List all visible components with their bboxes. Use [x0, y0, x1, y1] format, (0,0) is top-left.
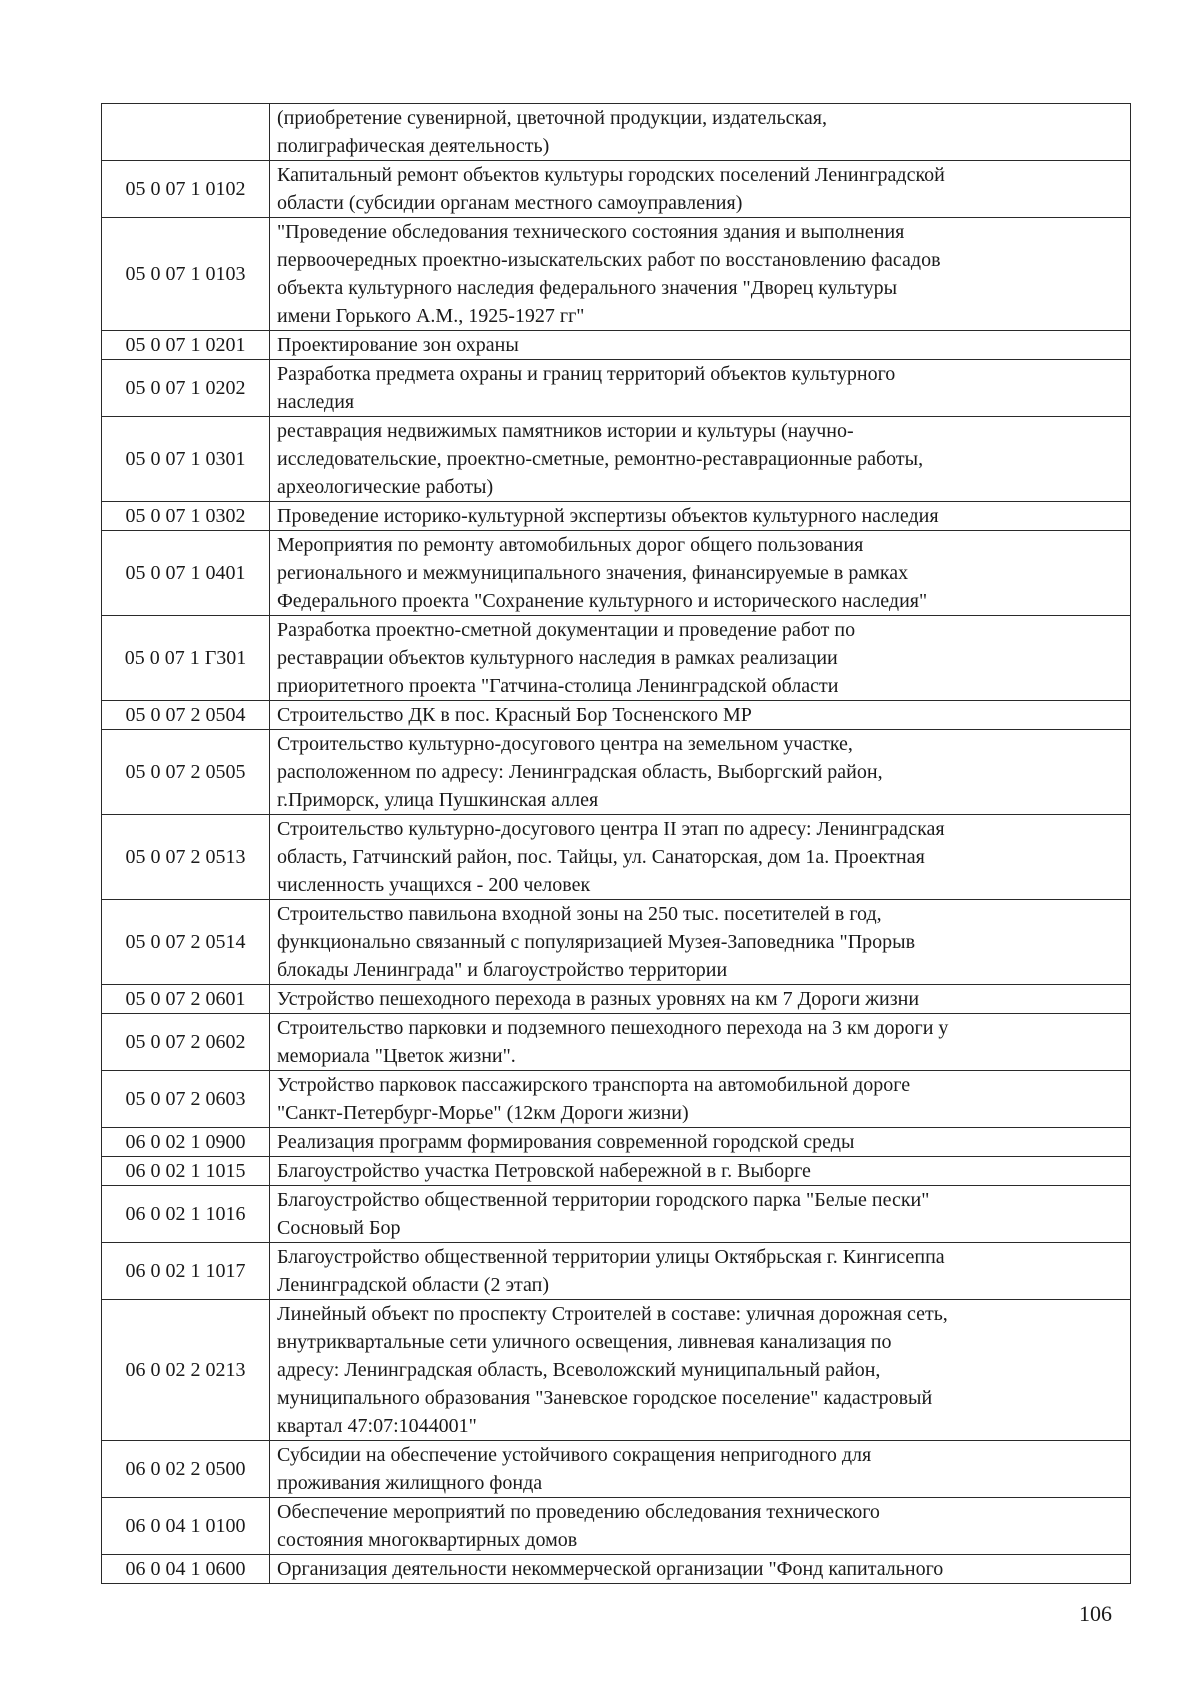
row-code: 05 0 07 2 0514 [102, 900, 270, 985]
row-description [270, 815, 1131, 900]
table-row [102, 104, 1131, 161]
description-line: численность учащихся - 200 человек [277, 874, 591, 896]
table-row [102, 1441, 1131, 1498]
table-row [102, 1071, 1131, 1128]
table-row [102, 985, 1131, 1014]
description-line: Реализация программ формирования современной городской среды [277, 1131, 855, 1153]
description-line: квартал 47:07:1044001" [277, 1415, 477, 1437]
table-row [102, 815, 1131, 900]
table-row [102, 417, 1131, 502]
row-code: 06 0 02 2 0213 [102, 1300, 270, 1441]
table-row [102, 730, 1131, 815]
description-line: область, Гатчинский район, пос. Тайцы, ул. Санаторская, дом 1а. Проектная [277, 846, 925, 868]
description-line: Федерального проекта "Сохранение культурного и исторического наследия" [277, 590, 928, 612]
row-description [270, 985, 1131, 1014]
description-line: внутриквартальные сети уличного освещения, ливневая канализация по [277, 1331, 892, 1353]
row-description [270, 417, 1131, 502]
row-description [270, 1128, 1131, 1157]
table-row [102, 1014, 1131, 1071]
row-description [270, 1186, 1131, 1243]
row-description [270, 1555, 1131, 1584]
row-code: 06 0 02 1 1016 [102, 1186, 270, 1243]
row-description [270, 1071, 1131, 1128]
row-code: 05 0 07 2 0601 [102, 985, 270, 1014]
row-description [270, 360, 1131, 417]
description-line: исследовательские, проектно-сметные, ремонтно-реставрационные работы, [277, 448, 924, 470]
description-line: Линейный объект по проспекту Строителей в составе: уличная дорожная сеть, [277, 1303, 948, 1325]
row-code: 05 0 07 1 0202 [102, 360, 270, 417]
description-line: регионального и межмуниципального значения, финансируемые в рамках [277, 562, 909, 584]
description-line: Субсидии на обеспечение устойчивого сокращения непригодного для [277, 1444, 872, 1466]
description-line: "Санкт-Петербург-Морье" (12км Дороги жизни) [277, 1102, 689, 1124]
table-row [102, 360, 1131, 417]
table-row [102, 1157, 1131, 1186]
description-line: Ленинградской области (2 этап) [277, 1274, 550, 1296]
description-line: Обеспечение мероприятий по проведению обследования технического [277, 1501, 880, 1523]
row-code: 06 0 02 1 0900 [102, 1128, 270, 1157]
description-line: Благоустройство участка Петровской набережной в г. Выборге [277, 1160, 811, 1182]
row-code: 05 0 07 2 0504 [102, 701, 270, 730]
description-line: Строительство павильона входной зоны на 250 тыс. посетителей в год, [277, 903, 882, 925]
description-line: (приобретение сувенирной, цветочной продукции, издательская, [277, 107, 827, 129]
table-row [102, 616, 1131, 701]
table-row [102, 1128, 1131, 1157]
description-line: г.Приморск, улица Пушкинская аллея [277, 789, 599, 811]
row-code: 06 0 04 1 0100 [102, 1498, 270, 1555]
row-code: 06 0 02 2 0500 [102, 1441, 270, 1498]
row-description [270, 1498, 1131, 1555]
row-code: 05 0 07 1 Г301 [102, 616, 270, 701]
row-code: 05 0 07 1 0201 [102, 331, 270, 360]
description-line: приоритетного проекта "Гатчина-столица Ленинградской области [277, 675, 839, 697]
description-line: первоочередных проектно-изыскательских работ по восстановлению фасадов [277, 249, 941, 271]
table-row [102, 1498, 1131, 1555]
description-line: полиграфическая деятельность) [277, 135, 550, 157]
description-line: проживания жилищного фонда [277, 1472, 543, 1494]
row-description [270, 1157, 1131, 1186]
row-description [270, 1441, 1131, 1498]
row-description [270, 900, 1131, 985]
row-description [270, 701, 1131, 730]
description-line: Устройство парковок пассажирского транспорта на автомобильной дороге [277, 1074, 911, 1096]
description-line: Благоустройство общественной территории городского парка "Белые пески" [277, 1189, 930, 1211]
table-row [102, 502, 1131, 531]
description-line: Строительство культурно-досугового центра на земельном участке, [277, 733, 853, 755]
table-body [102, 104, 1131, 1584]
table-row [102, 1186, 1131, 1243]
row-code: 05 0 07 1 0103 [102, 218, 270, 331]
row-code: 05 0 07 2 0505 [102, 730, 270, 815]
row-code: 05 0 07 2 0602 [102, 1014, 270, 1071]
description-line: Устройство пешеходного перехода в разных уровнях на км 7 Дороги жизни [277, 988, 920, 1010]
description-line: археологические работы) [277, 476, 494, 498]
description-line: имени Горького А.М., 1925-1927 гг" [277, 305, 585, 327]
description-line: функционально связанный с популяризацией Музея-Заповедника "Прорыв [277, 931, 916, 953]
row-description [270, 616, 1131, 701]
page-number: 106 [1079, 1601, 1112, 1626]
row-description [270, 1300, 1131, 1441]
table-row [102, 701, 1131, 730]
description-line: Организация деятельности некоммерческой организации "Фонд капитального [277, 1558, 944, 1580]
row-code: 05 0 07 1 0301 [102, 417, 270, 502]
table-row [102, 161, 1131, 218]
table-row [102, 331, 1131, 360]
description-line: Мероприятия по ремонту автомобильных дорог общего пользования [277, 534, 864, 556]
row-description [270, 1014, 1131, 1071]
description-line: Разработка проектно-сметной документации и проведение работ по [277, 619, 856, 641]
row-code: 05 0 07 2 0513 [102, 815, 270, 900]
description-line: области (субсидии органам местного самоуправления) [277, 192, 743, 214]
description-line: объекта культурного наследия федерального значения "Дворец культуры [277, 277, 898, 299]
row-code: 06 0 02 1 1017 [102, 1243, 270, 1300]
description-line: состояния многоквартирных домов [277, 1529, 578, 1551]
row-code: 05 0 07 1 0302 [102, 502, 270, 531]
description-line: адресу: Ленинградская область, Всеволожский муниципальный район, [277, 1359, 881, 1381]
row-description [270, 331, 1131, 360]
description-line: Строительство ДК в пос. Красный Бор Тосненского МР [277, 704, 752, 726]
description-line: мемориала "Цветок жизни". [277, 1045, 516, 1067]
row-code: 05 0 07 1 0102 [102, 161, 270, 218]
description-line: Проектирование зон охраны [277, 334, 519, 356]
description-line: расположенном по адресу: Ленинградская область, Выборгский район, [277, 761, 883, 783]
row-description [270, 730, 1131, 815]
description-line: наследия [277, 391, 355, 413]
description-line: Сосновый Бор [277, 1217, 401, 1239]
table-row [102, 1300, 1131, 1441]
row-description [270, 1243, 1131, 1300]
description-line: "Проведение обследования технического состояния здания и выполнения [277, 221, 905, 243]
table-row [102, 1555, 1131, 1584]
row-code: 05 0 07 1 0401 [102, 531, 270, 616]
table-row [102, 531, 1131, 616]
row-description [270, 161, 1131, 218]
description-line: реставрация недвижимых памятников истории и культуры (научно- [277, 420, 854, 442]
row-description [270, 531, 1131, 616]
row-description [270, 502, 1131, 531]
description-line: Строительство культурно-досугового центра II этап по адресу: Ленинградская [277, 818, 945, 840]
row-code: 06 0 04 1 0600 [102, 1555, 270, 1584]
budget-classification-table [101, 103, 1131, 1584]
description-line: Проведение историко-культурной экспертизы объектов культурного наследия [277, 505, 939, 527]
description-line: муниципального образования "Заневское городское поселение" кадастровый [277, 1387, 933, 1409]
table-row [102, 1243, 1131, 1300]
description-line: Благоустройство общественной территории улицы Октябрьская г. Кингисеппа [277, 1246, 945, 1268]
description-line: блокады Ленинграда" и благоустройство территории [277, 959, 728, 981]
row-code: 06 0 02 1 1015 [102, 1157, 270, 1186]
description-line: Строительство парковки и подземного пешеходного перехода на 3 км дороги у [277, 1017, 949, 1039]
row-code: 05 0 07 2 0603 [102, 1071, 270, 1128]
row-description [270, 218, 1131, 331]
row-description [270, 104, 1131, 161]
description-line: реставрации объектов культурного наследия в рамках реализации [277, 647, 838, 669]
table-row [102, 218, 1131, 331]
table-row [102, 900, 1131, 985]
row-code [102, 104, 270, 161]
description-line: Капитальный ремонт объектов культуры городских поселений Ленинградской [277, 164, 945, 186]
description-line: Разработка предмета охраны и границ территорий объектов культурного [277, 363, 896, 385]
